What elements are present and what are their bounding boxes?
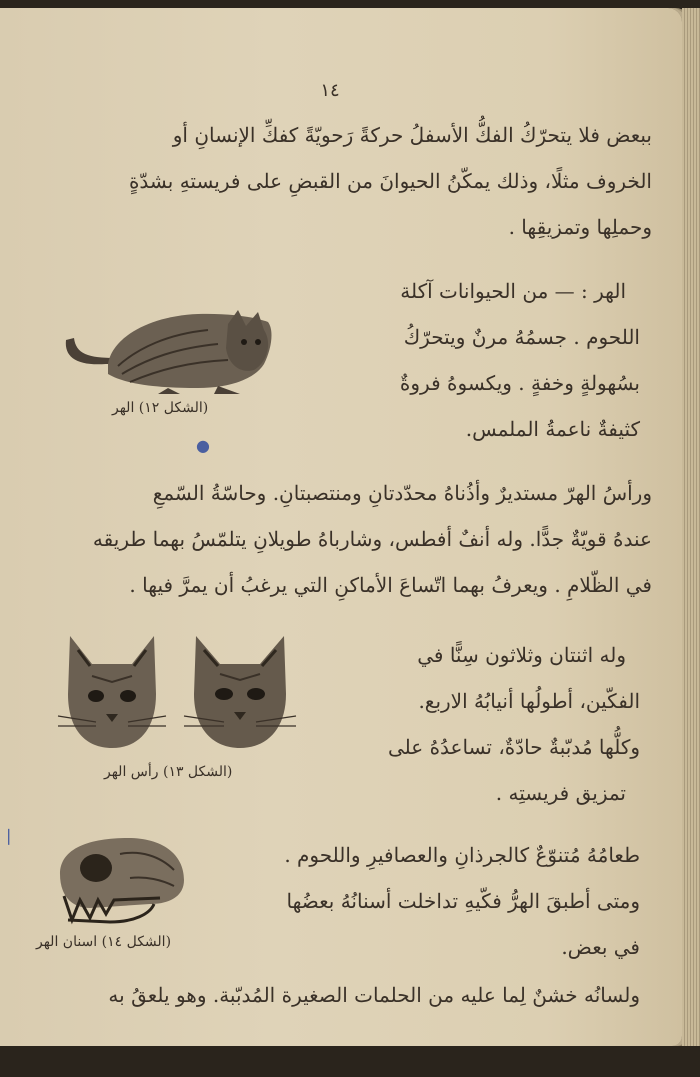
text-line: الهر : — من الحيوانات آكلة xyxy=(400,279,626,303)
cat-heads-illustration xyxy=(52,630,302,758)
paragraph-4 xyxy=(320,632,640,816)
page-number: ١٤ xyxy=(320,80,340,101)
cat-skull-illustration xyxy=(50,834,190,928)
text-line: ورأسُ الهرّ مستديرٌ وأذُناهُ محدّدتانِ ومنتصبتانِ. وحاسّةُ السّمعِ xyxy=(152,481,652,505)
text-line: الفكّين، أطولُها أنيابُهُ الاربع. xyxy=(418,689,640,713)
ink-mark: ❘ xyxy=(2,826,16,845)
ink-mark: ● xyxy=(196,436,210,455)
figure-13-caption: (الشكل ١٣) رأس الهر xyxy=(104,764,233,780)
figure-14-caption: (الشكل ١٤) اسنان الهر xyxy=(36,934,172,950)
text-line: كثيفةٌ ناعمةُ الملمس. xyxy=(465,417,640,441)
text-line: وحملِها وتمزيقِها . xyxy=(508,215,652,239)
text-line: وله اثنتان وثلاثون سِنًّا في xyxy=(417,643,626,667)
text-line: ببعض فلا يتحرّكُ الفكُّ الأسفلُ حركةً رَحويّةً كفكِّ الإنسانِ أو xyxy=(172,123,652,147)
paragraph-6 xyxy=(30,972,640,1018)
paragraph-5 xyxy=(220,832,640,970)
text-line: ومتى أطبقَ الهرُّ فكّيهِ تداخلت أسنانُهُ بعضُها xyxy=(286,889,640,913)
text-line: ولسانُه خشنٌ لِما عليه من الحلمات الصغيرة المُدبّبة. وهو يلعقُ به xyxy=(108,983,640,1007)
cat-illustration xyxy=(58,308,278,396)
text-line: في الظّلامِ . ويعرفُ بهما اتّساعَ الأماكنِ التي يرغبُ أن يمرَّ فيها . xyxy=(129,573,652,597)
text-line: طعامُهُ مُتنوّعٌ كالجرذانِ والعصافيرِ واللحوم . xyxy=(284,843,640,867)
text-line: وكلُّها مُدبّبةٌ حادّةٌ، تساعدُهُ على xyxy=(387,735,640,759)
text-line: الخروف مثلًا، وذلك يمكّنُ الحيوانَ من القبضِ على فريستهِ بشدّةٍ xyxy=(128,169,652,193)
text-line: تمزيق فريستِه . xyxy=(495,781,626,805)
text-line: في بعض. xyxy=(561,935,640,959)
text-line: اللحوم . جسمُهُ مرنٌ ويتحرّكُ xyxy=(403,325,640,349)
paragraph-2 xyxy=(320,268,640,452)
figure-12-caption: (الشكل ١٢) الهر xyxy=(112,400,209,416)
paragraph-1 xyxy=(42,112,652,250)
page-edges xyxy=(682,8,700,1046)
text-line: عندهُ قويّةٌ جدًّا. وله أنفٌ أفطس، وشارباهُ طويلانِ يتلمّسُ بهما طريقه xyxy=(92,527,652,551)
paragraph-3 xyxy=(32,470,652,608)
text-line: بسُهولةٍ وخفةٍ . ويكسوهُ فروةٌ xyxy=(399,371,640,395)
